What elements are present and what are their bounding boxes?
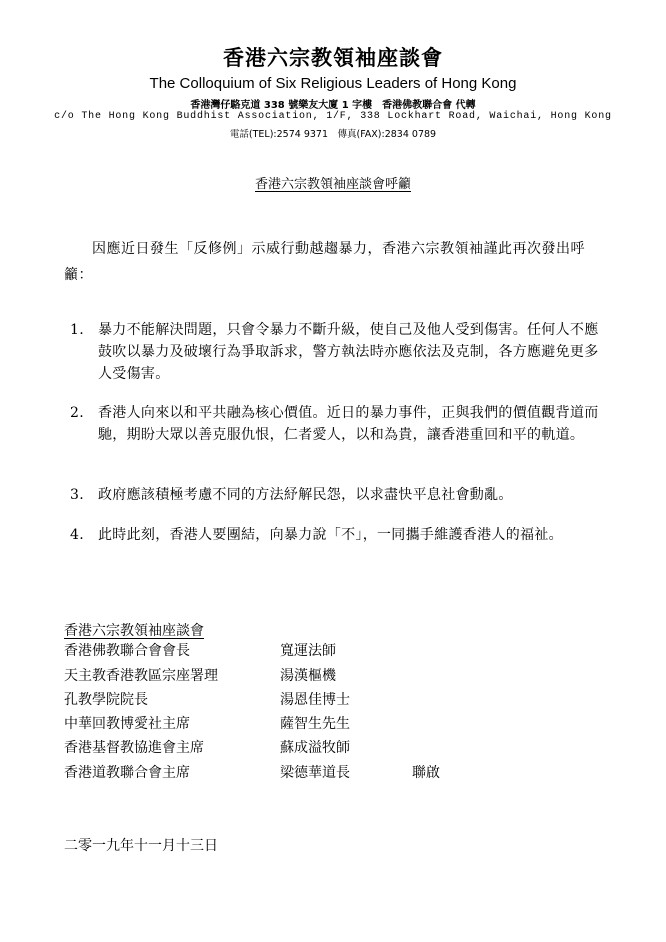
list-item-text: 香港人向來以和平共融為核心價值。近日的暴力事件，正與我們的價值觀背道而馳，期盼大眾以善克服仇恨，仁者愛人，以和為貴，讓香港重回和平的軌道。	[98, 405, 599, 443]
signatory-name: 湯恩佳博士	[280, 692, 350, 708]
signatory-name: 梁德華道長	[280, 765, 350, 781]
signatory-title: 香港道教聯合會主席	[64, 765, 190, 781]
signatory-name: 湯漢樞機	[280, 668, 336, 684]
tel-fax: 電話(TEL):2574 9371 傳真(FAX):2834 0789	[229, 129, 437, 140]
list-item-number: 4.	[70, 527, 84, 543]
list-item-3	[64, 484, 612, 506]
list-item-2	[64, 402, 612, 446]
signatory-name: 薩智生先生	[280, 716, 350, 732]
signatory-title: 天主教香港教區宗座署理	[64, 668, 218, 684]
joint-signature-label: 聯啟	[412, 765, 440, 781]
signatory-name: 蘇成溢牧師	[280, 740, 350, 756]
signatory-title: 中華回教博愛社主席	[64, 716, 190, 732]
signatory-name: 寬運法師	[280, 643, 336, 659]
address-zh: 香港灣仔駱克道 338 號樂友大廈 1 字樓 香港佛教聯合會 代轉	[190, 100, 476, 111]
address-en: c/o The Hong Kong Buddhist Association, 1/F, 338 Lockhart Road, Waichai, Hong Kong	[54, 111, 612, 122]
org-name-en: The Colloquium of Six Religious Leaders of Hong Kong	[149, 75, 517, 92]
signatory-title: 孔教學院院長	[64, 692, 148, 708]
signatories-heading: 香港六宗教領袖座談會	[64, 623, 204, 639]
list-item-4	[64, 524, 612, 546]
document-title: 香港六宗教領袖座談會呼籲	[254, 177, 411, 192]
org-name-zh: 香港六宗教領袖座談會	[223, 45, 443, 70]
list-item-1	[64, 319, 612, 385]
list-item-text: 政府應該積極考慮不同的方法紓解民怨，以求盡快平息社會動亂。	[98, 487, 513, 503]
list-item-number: 3.	[70, 487, 84, 503]
list-item-number: 1.	[70, 322, 84, 338]
list-item-text: 此時此刻，香港人要團結，向暴力說「不」，一同攜手維護香港人的福祉。	[98, 527, 563, 543]
signatory-title: 香港佛教聯合會會長	[64, 643, 190, 659]
signatory-title: 香港基督教協進會主席	[64, 740, 204, 756]
list-item-text: 暴力不能解決問題，只會令暴力不斷升級，使自己及他人受到傷害。任何人不應鼓吹以暴力及破壞行為爭取訴求，警方執法時亦應依法及克制，各方應避免更多人受傷害。	[98, 322, 599, 382]
intro-paragraph: 因應近日發生「反修例」示威行動越趨暴力，香港六宗教領袖謹此再次發出呼籲：	[64, 241, 585, 283]
document-date: 二零一九年十一月十三日	[64, 838, 218, 854]
list-item-number: 2.	[70, 405, 84, 421]
